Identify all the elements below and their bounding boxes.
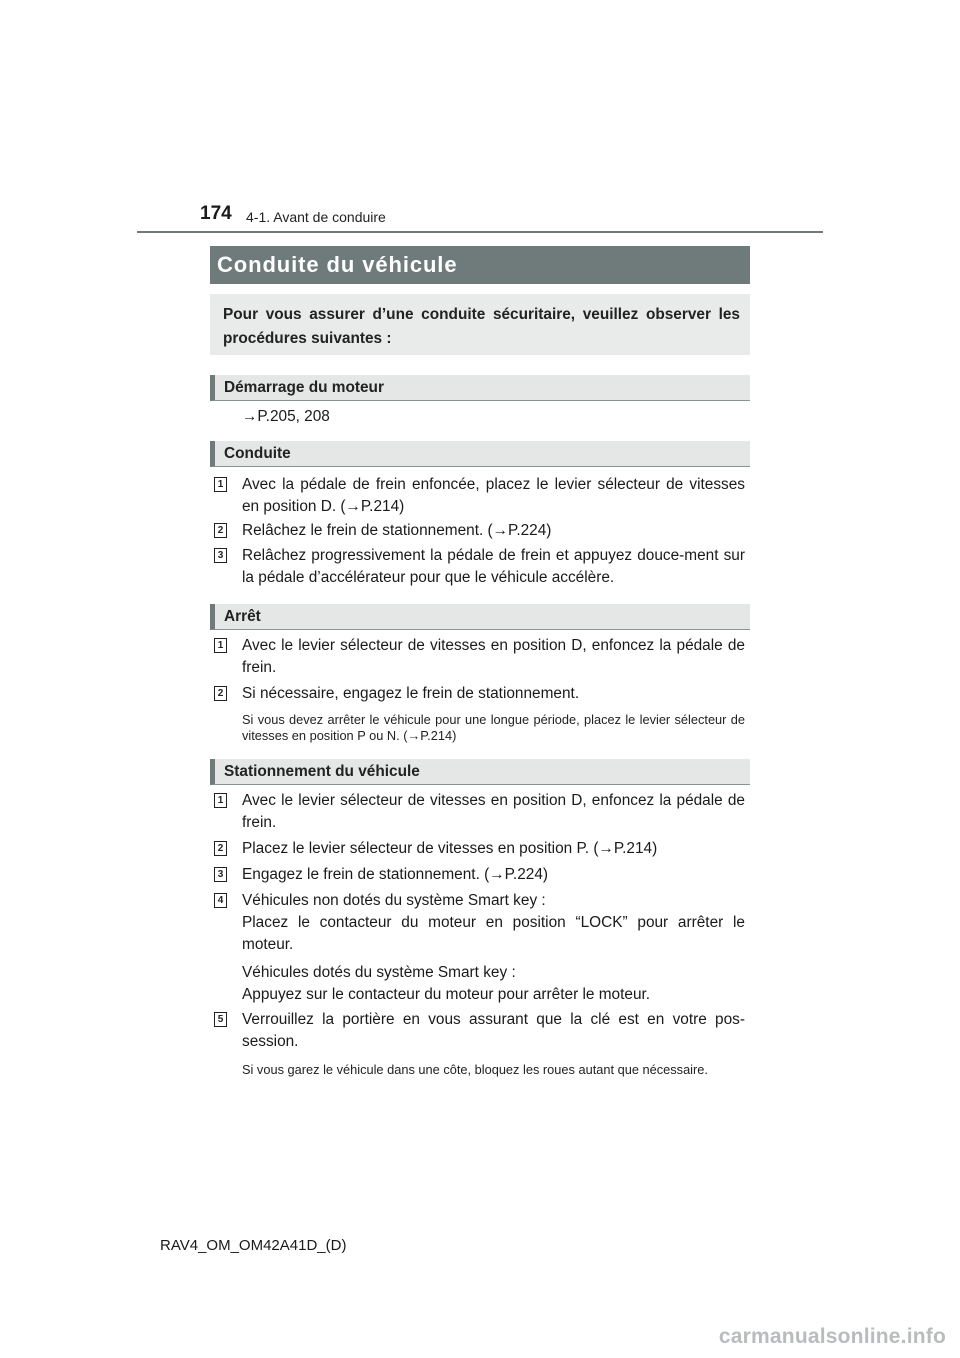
step-item	[214, 1009, 750, 1053]
step-item	[214, 838, 750, 860]
intro-box: Pour vous assurer d’une conduite sécuritaire, veuillez observer les procédures suivantes :	[210, 294, 750, 355]
page-title: Conduite du véhicule	[217, 252, 458, 277]
step-line: Véhicules non dotés du système Smart key :	[242, 892, 546, 909]
document-code: RAV4_OM_OM42A41D_(D)	[160, 1237, 347, 1254]
step-item	[214, 635, 750, 679]
page-reference-link[interactable]: →P.205, 208	[242, 408, 330, 425]
section-heading-text: Stationnement du véhicule	[224, 763, 420, 780]
section-heading-text: Démarrage du moteur	[224, 379, 384, 396]
note-text: Si vous devez arrêter le véhicule pour une longue période, placez le levier sélecteur de vitesses en position P ou N. (→P.214)	[242, 712, 745, 743]
step-item	[214, 790, 750, 834]
section-heading-text: Conduite	[224, 445, 291, 462]
step-text: Avec la pédale de frein enfoncée, placez le levier sélecteur de vitesses en position D. (→P.214)	[242, 476, 745, 515]
step-text	[242, 890, 745, 1006]
page-title-bar	[210, 246, 750, 284]
step-item	[214, 520, 750, 542]
step-number-badge: 4	[214, 893, 227, 908]
step-line: Appuyez sur le contacteur du moteur pour arrêter le moteur.	[242, 986, 651, 1003]
step-number-badge: 3	[214, 548, 227, 563]
watermark: carmanualsonline.info	[718, 1325, 946, 1348]
step-number-badge: 1	[214, 638, 227, 653]
step-item	[214, 474, 750, 518]
step-text: Si nécessaire, engagez le frein de stationnement.	[242, 685, 580, 702]
section-heading-text: Arrêt	[224, 608, 261, 625]
section-heading-arret	[210, 604, 750, 630]
header-divider	[137, 231, 823, 233]
section-heading-conduite	[210, 441, 750, 467]
step-number-badge: 1	[214, 477, 227, 492]
step-text: Placez le levier sélecteur de vitesses en position P. (→P.214)	[242, 840, 658, 857]
step-number-badge: 3	[214, 867, 227, 882]
step-number-badge: 2	[214, 523, 227, 538]
page-number: 174	[200, 203, 232, 224]
step-item	[214, 890, 750, 1006]
step-number-badge: 1	[214, 793, 227, 808]
step-text: Avec le levier sélecteur de vitesses en position D, enfoncez la pédale de frein.	[242, 792, 745, 831]
step-number-badge: 5	[214, 1012, 227, 1027]
section-reference: 4-1. Avant de conduire	[246, 209, 386, 225]
step-text: Relâchez progressivement la pédale de frein et appuyez douce-ment sur la pédale d’accélérateur pour que le véhicule accélère.	[242, 547, 745, 586]
step-number-badge: 2	[214, 841, 227, 856]
step-text: Relâchez le frein de stationnement. (→P.224)	[242, 522, 552, 539]
step-item	[214, 864, 750, 886]
step-number-badge: 2	[214, 686, 227, 701]
step-text: Engagez le frein de stationnement. (→P.224)	[242, 866, 549, 883]
step-item	[214, 545, 750, 589]
step-text: Verrouillez la portière en vous assurant que la clé est en votre pos-session.	[242, 1011, 745, 1050]
note-text: Si vous garez le véhicule dans une côte, bloquez les roues autant que nécessaire.	[242, 1062, 708, 1077]
step-line: Véhicules dotés du système Smart key :	[242, 964, 516, 981]
step-item	[214, 683, 750, 705]
section-heading-stationnement	[210, 759, 750, 785]
section-heading-demarrage	[210, 375, 750, 401]
step-line: Placez le contacteur du moteur en position “LOCK” pour arrêter le moteur.	[242, 914, 745, 953]
step-text: Avec le levier sélecteur de vitesses en position D, enfoncez la pédale de frein.	[242, 637, 745, 676]
